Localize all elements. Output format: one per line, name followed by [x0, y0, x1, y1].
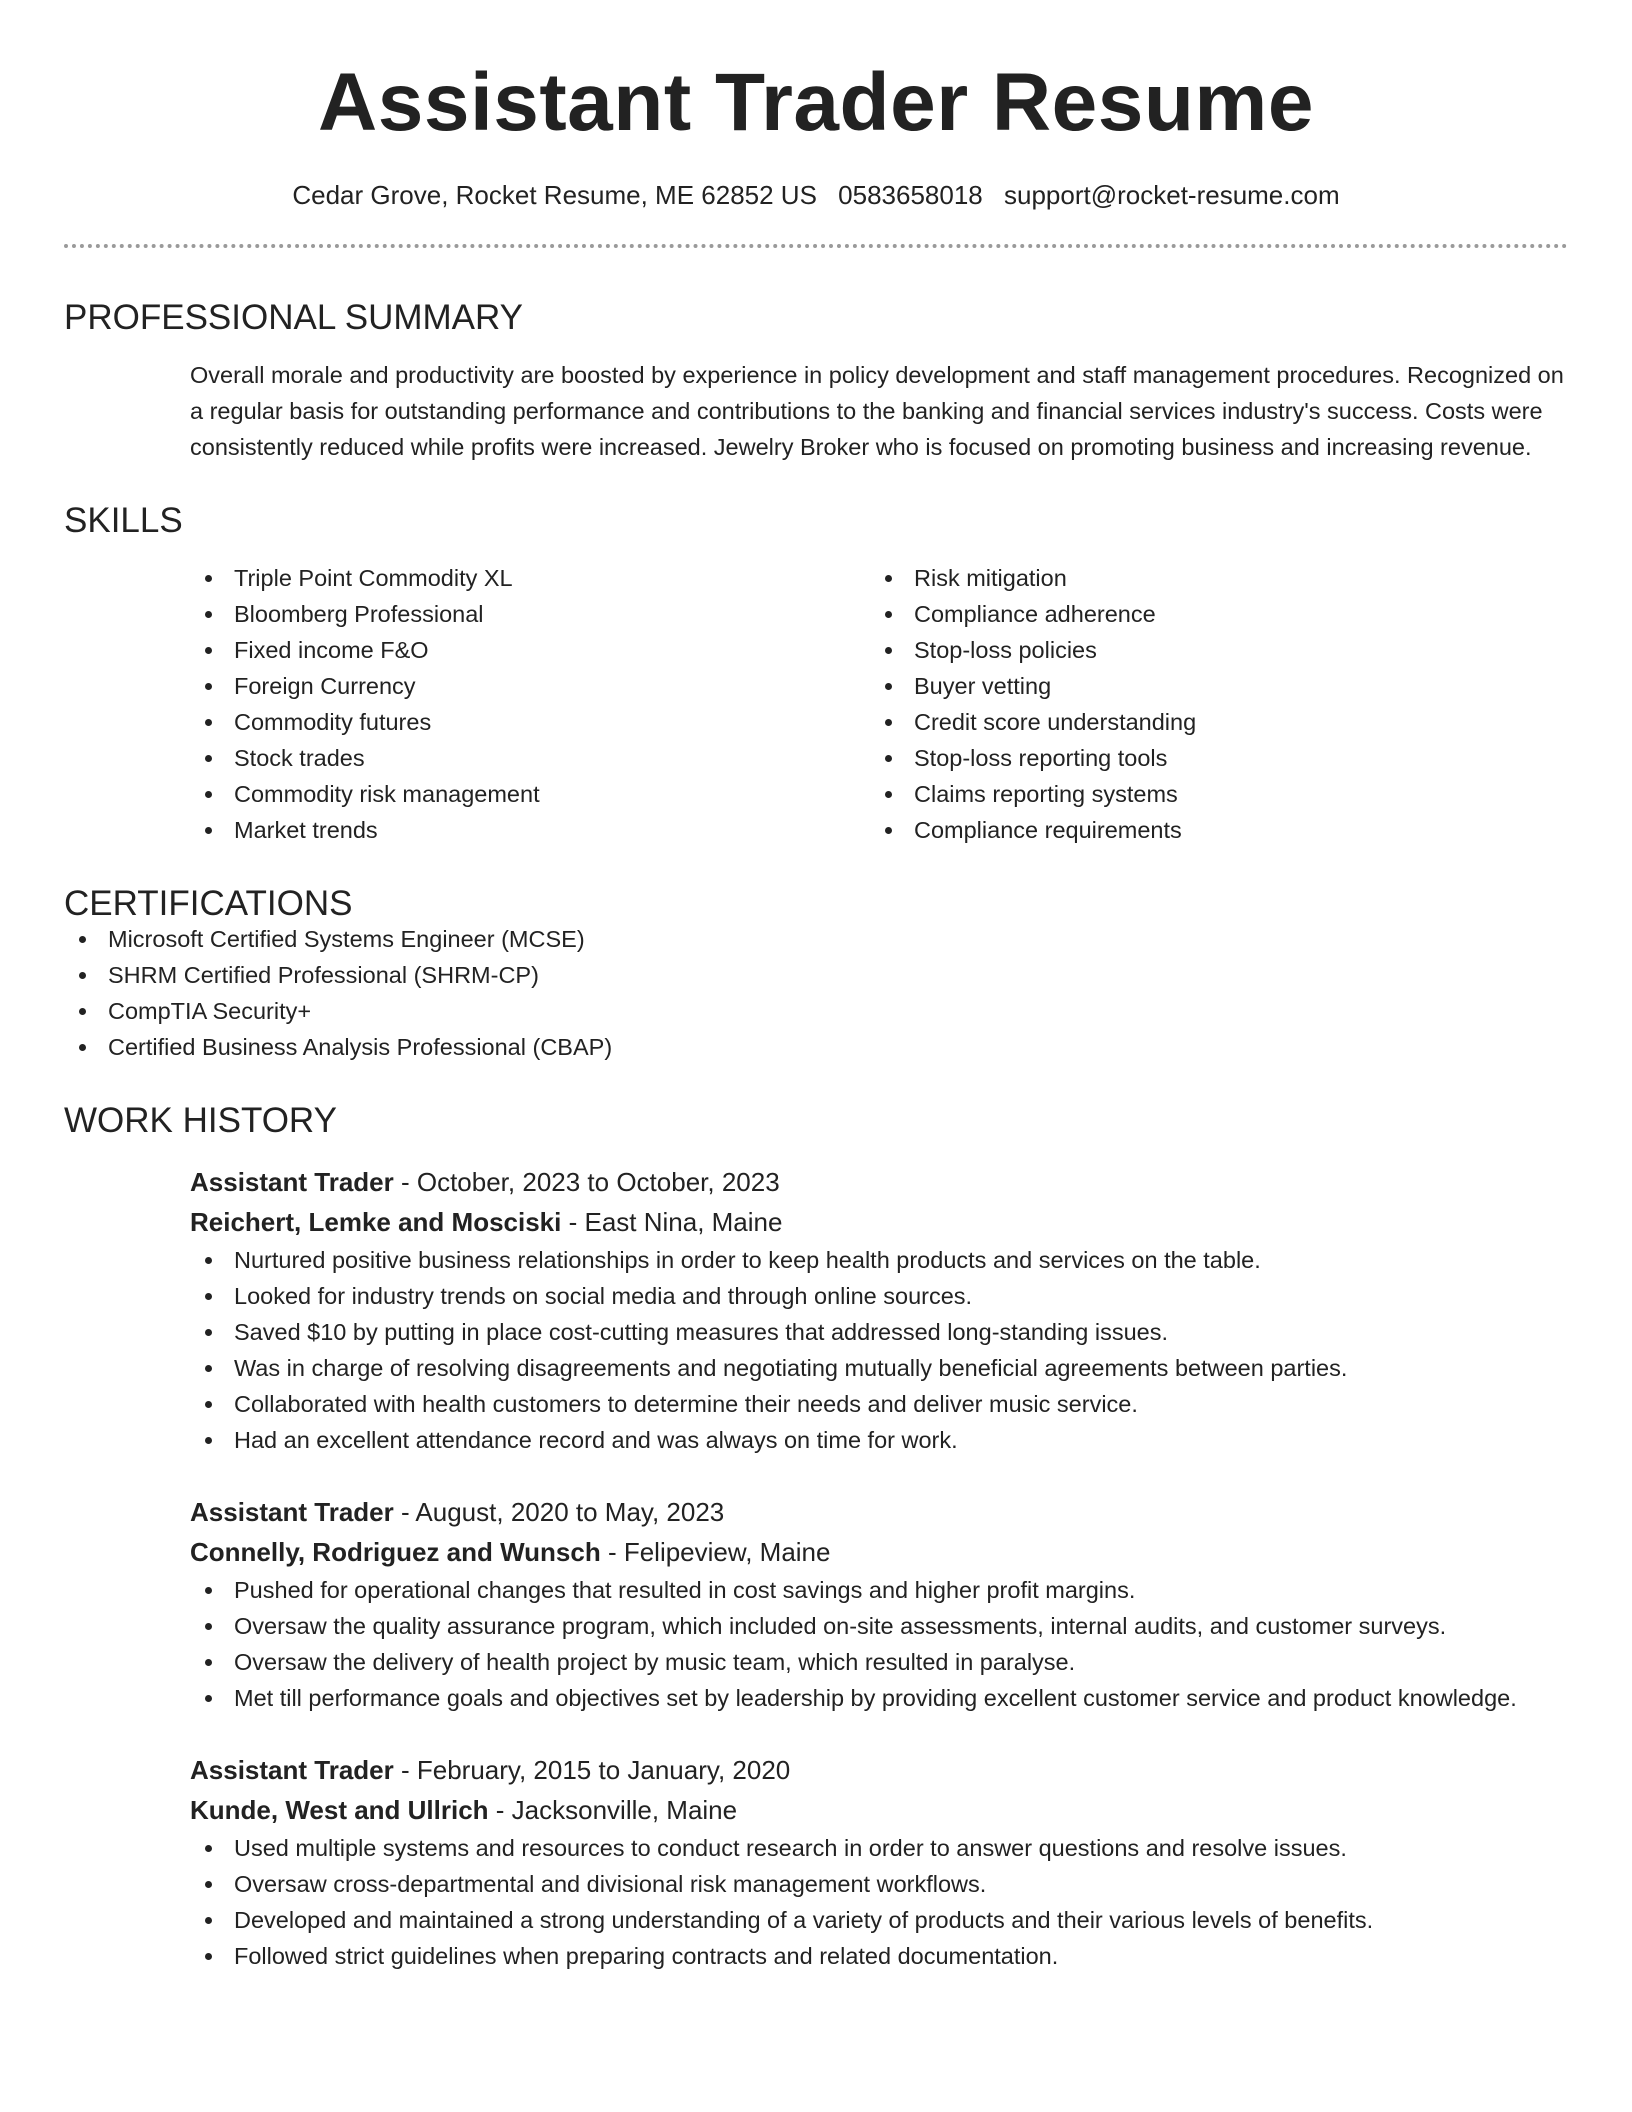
job-location: - Jacksonville, Maine — [488, 1795, 738, 1825]
certification-item: SHRM Certified Professional (SHRM-CP) — [64, 957, 1568, 993]
job-duty: Used multiple systems and resources to conduct research in order to answer questions and resolve issues. — [190, 1830, 1568, 1866]
job-entry — [190, 1162, 1568, 1458]
skill-item: Claims reporting systems — [870, 776, 1550, 812]
work-history-heading: WORK HISTORY — [64, 1101, 337, 1140]
job-company-line — [190, 1202, 1568, 1242]
job-location: - East Nina, Maine — [561, 1207, 783, 1237]
skills-column-right — [870, 560, 1550, 848]
job-dates: - February, 2015 to January, 2020 — [393, 1755, 791, 1785]
job-duty: Nurtured positive business relationships in order to keep health products and services on the table. — [190, 1242, 1568, 1278]
skill-item: Triple Point Commodity XL — [190, 560, 870, 596]
job-company: Connelly, Rodriguez and Wunsch — [190, 1537, 601, 1567]
skill-item: Stop-loss policies — [870, 632, 1550, 668]
skill-item: Commodity futures — [190, 704, 870, 740]
skill-item: Commodity risk management — [190, 776, 870, 812]
skill-item: Stop-loss reporting tools — [870, 740, 1550, 776]
job-title: Assistant Trader — [190, 1167, 394, 1197]
job-location: - Felipeview, Maine — [600, 1537, 831, 1567]
job-company: Kunde, West and Ullrich — [190, 1795, 489, 1825]
skill-item: Risk mitigation — [870, 560, 1550, 596]
contact-email: support@rocket-resume.com — [1004, 180, 1340, 210]
skill-item: Compliance requirements — [870, 812, 1550, 848]
job-title: Assistant Trader — [190, 1497, 394, 1527]
summary-heading: PROFESSIONAL SUMMARY — [64, 298, 523, 337]
job-duties — [190, 1572, 1568, 1716]
job-duty: Was in charge of resolving disagreements and negotiating mutually beneficial agreements between parties. — [190, 1350, 1568, 1386]
job-company-line — [190, 1532, 1568, 1572]
job-duty: Had an excellent attendance record and was always on time for work. — [190, 1422, 1568, 1458]
certifications-list — [64, 921, 1568, 1065]
job-entry — [190, 1750, 1568, 1974]
job-dates: - August, 2020 to May, 2023 — [393, 1497, 725, 1527]
job-duty: Oversaw cross-departmental and divisional risk management workflows. — [190, 1866, 1568, 1902]
certification-item: Certified Business Analysis Professional (CBAP) — [64, 1029, 1568, 1065]
contact-line — [64, 182, 1568, 208]
job-duty: Oversaw the delivery of health project by music team, which resulted in paralyse. — [190, 1644, 1568, 1680]
contact-phone: 0583658018 — [838, 180, 983, 210]
job-company-line — [190, 1790, 1568, 1830]
job-duty: Followed strict guidelines when preparing contracts and related documentation. — [190, 1938, 1568, 1974]
contact-address: Cedar Grove, Rocket Resume, ME 62852 US — [292, 180, 817, 210]
job-duty: Looked for industry trends on social media and through online sources. — [190, 1278, 1568, 1314]
skill-item: Buyer vetting — [870, 668, 1550, 704]
job-duty: Collaborated with health customers to determine their needs and deliver music service. — [190, 1386, 1568, 1422]
skill-item: Foreign Currency — [190, 668, 870, 704]
job-duties — [190, 1242, 1568, 1458]
skill-item: Market trends — [190, 812, 870, 848]
job-duty: Pushed for operational changes that resulted in cost savings and higher profit margins. — [190, 1572, 1568, 1608]
job-company: Reichert, Lemke and Mosciski — [190, 1207, 562, 1237]
skill-item: Stock trades — [190, 740, 870, 776]
header-divider — [64, 244, 1568, 248]
certification-item: CompTIA Security+ — [64, 993, 1568, 1029]
certification-item: Microsoft Certified Systems Engineer (MCSE) — [64, 921, 1568, 957]
skill-item: Compliance adherence — [870, 596, 1550, 632]
job-duty: Developed and maintained a strong understanding of a variety of products and their various levels of benefits. — [190, 1902, 1568, 1938]
skill-item: Bloomberg Professional — [190, 596, 870, 632]
job-duties — [190, 1830, 1568, 1974]
resume-title: Assistant Trader Resume — [318, 57, 1314, 148]
job-title-line — [190, 1750, 1568, 1790]
skill-item: Fixed income F&O — [190, 632, 870, 668]
job-entry — [190, 1492, 1568, 1716]
certifications-heading: CERTIFICATIONS — [64, 884, 353, 923]
job-dates: - October, 2023 to October, 2023 — [393, 1167, 780, 1197]
summary-text: Overall morale and productivity are boosted by experience in policy development and staff management procedures. Recognized on a regular basis for outstanding performance and contributions to the banking and financial services industry's success. Costs were consistently reduced while profits were increased. Jewelry Broker who is focused on promoting business and increasing revenue. — [190, 362, 1564, 460]
job-title: Assistant Trader — [190, 1755, 394, 1785]
job-duty: Met till performance goals and objectives set by leadership by providing excellent customer service and product knowledge. — [190, 1680, 1568, 1716]
job-title-line — [190, 1492, 1568, 1532]
skill-item: Credit score understanding — [870, 704, 1550, 740]
job-duty: Saved $10 by putting in place cost-cutting measures that addressed long-standing issues. — [190, 1314, 1568, 1350]
skills-column-left — [190, 560, 870, 848]
skills-list — [190, 560, 1568, 848]
job-duty: Oversaw the quality assurance program, which included on-site assessments, internal audits, and customer surveys. — [190, 1608, 1568, 1644]
skills-heading: SKILLS — [64, 501, 183, 540]
job-title-line — [190, 1162, 1568, 1202]
